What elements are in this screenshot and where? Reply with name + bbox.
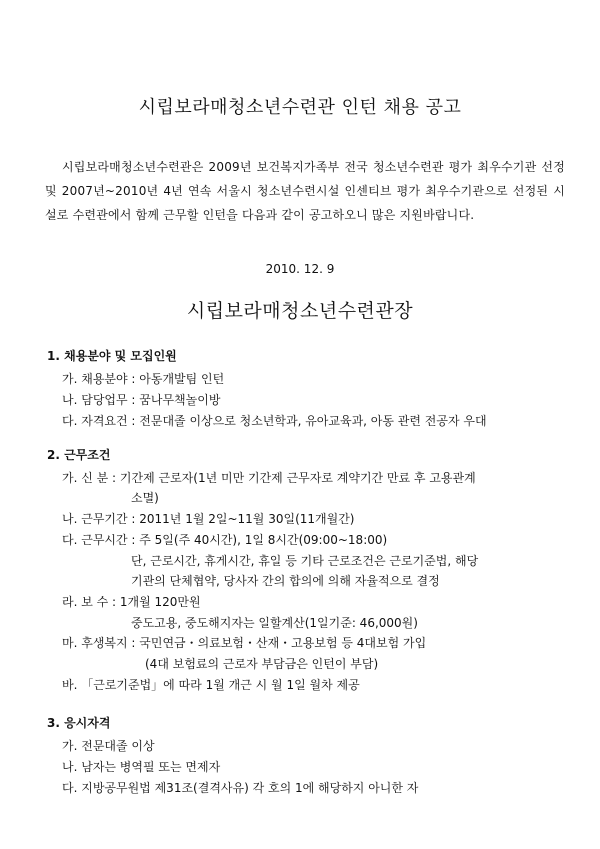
section-2-line: 기관의 단체협약, 당사자 간의 합의에 의해 자율적으로 결정	[131, 574, 440, 588]
section-2-line: 소멸)	[131, 491, 159, 505]
document-title: 시립보라매청소년수련관 인턴 채용 공고	[138, 97, 462, 118]
section-2-line: 중도고용, 중도해지자는 일할계산(1일기준: 46,000원)	[131, 616, 418, 630]
section-1-item: 다. 자격요건 : 전문대졸 이상으로 청소년학과, 유아교육과, 아동 관련 전공자 우대	[62, 414, 487, 428]
section-2-line: 라. 보 수 : 1개월 120만원	[62, 595, 201, 609]
section-3-item: 나. 남자는 병역필 또는 면제자	[62, 760, 221, 774]
section-2-heading: 2. 근무조건	[47, 448, 111, 462]
section-2-line: 마. 후생복지 : 국민연금・의료보험・산재・고용보험 등 4대보험 가입	[62, 636, 427, 650]
section-1-item: 나. 담당업무 : 꿈나무책놀이방	[62, 393, 221, 407]
section-2-line: 가. 신 분 : 기간제 근로자(1년 미만 기간제 근무자로 계약기간 만료 후 고용관계	[62, 471, 476, 485]
section-1-item: 가. 채용분야 : 아동개발팀 인턴	[62, 372, 225, 386]
section-2-line: 단, 근로시간, 휴게시간, 휴일 등 기타 근로조건은 근로기준법, 해당	[131, 554, 479, 568]
section-3-heading: 3. 응시자격	[47, 716, 111, 730]
announcement-date: 2010. 12. 9	[265, 262, 335, 276]
section-3-item: 가. 전문대졸 이상	[62, 739, 155, 753]
section-2-line: 바. 「근로기준법」에 따라 1월 개근 시 월 1일 월차 제공	[62, 678, 360, 692]
issuer-name: 시립보라매청소년수련관장	[186, 300, 414, 322]
section-1-heading: 1. 채용분야 및 모집인원	[47, 349, 177, 363]
section-2-line: 나. 근무기간 : 2011년 1월 2일~11월 30일(11개월간)	[62, 512, 355, 526]
section-2-line: (4대 보험료의 근로자 부담금은 인턴이 부담)	[145, 657, 379, 671]
section-3-item: 다. 지방공무원법 제31조(결격사유) 각 호의 1에 해당하지 아니한 자	[62, 781, 419, 795]
section-2-line: 다. 근무시간 : 주 5일(주 40시간), 1일 8시간(09:00~18:00)	[62, 533, 388, 547]
intro-paragraph: 시립보라매청소년수련관은 2009년 보건복지가족부 전국 청소년수련관 평가 최우수기관 선정 및 2007년~2010년 4년 연속 서울시 청소년수련시설 인센티브 평가 최우수기관으로 선정된 시설로 수련관에서 함께 근무할 인턴을 다음과 같이 공고하오니 많은 지원바랍니다.	[45, 160, 565, 222]
